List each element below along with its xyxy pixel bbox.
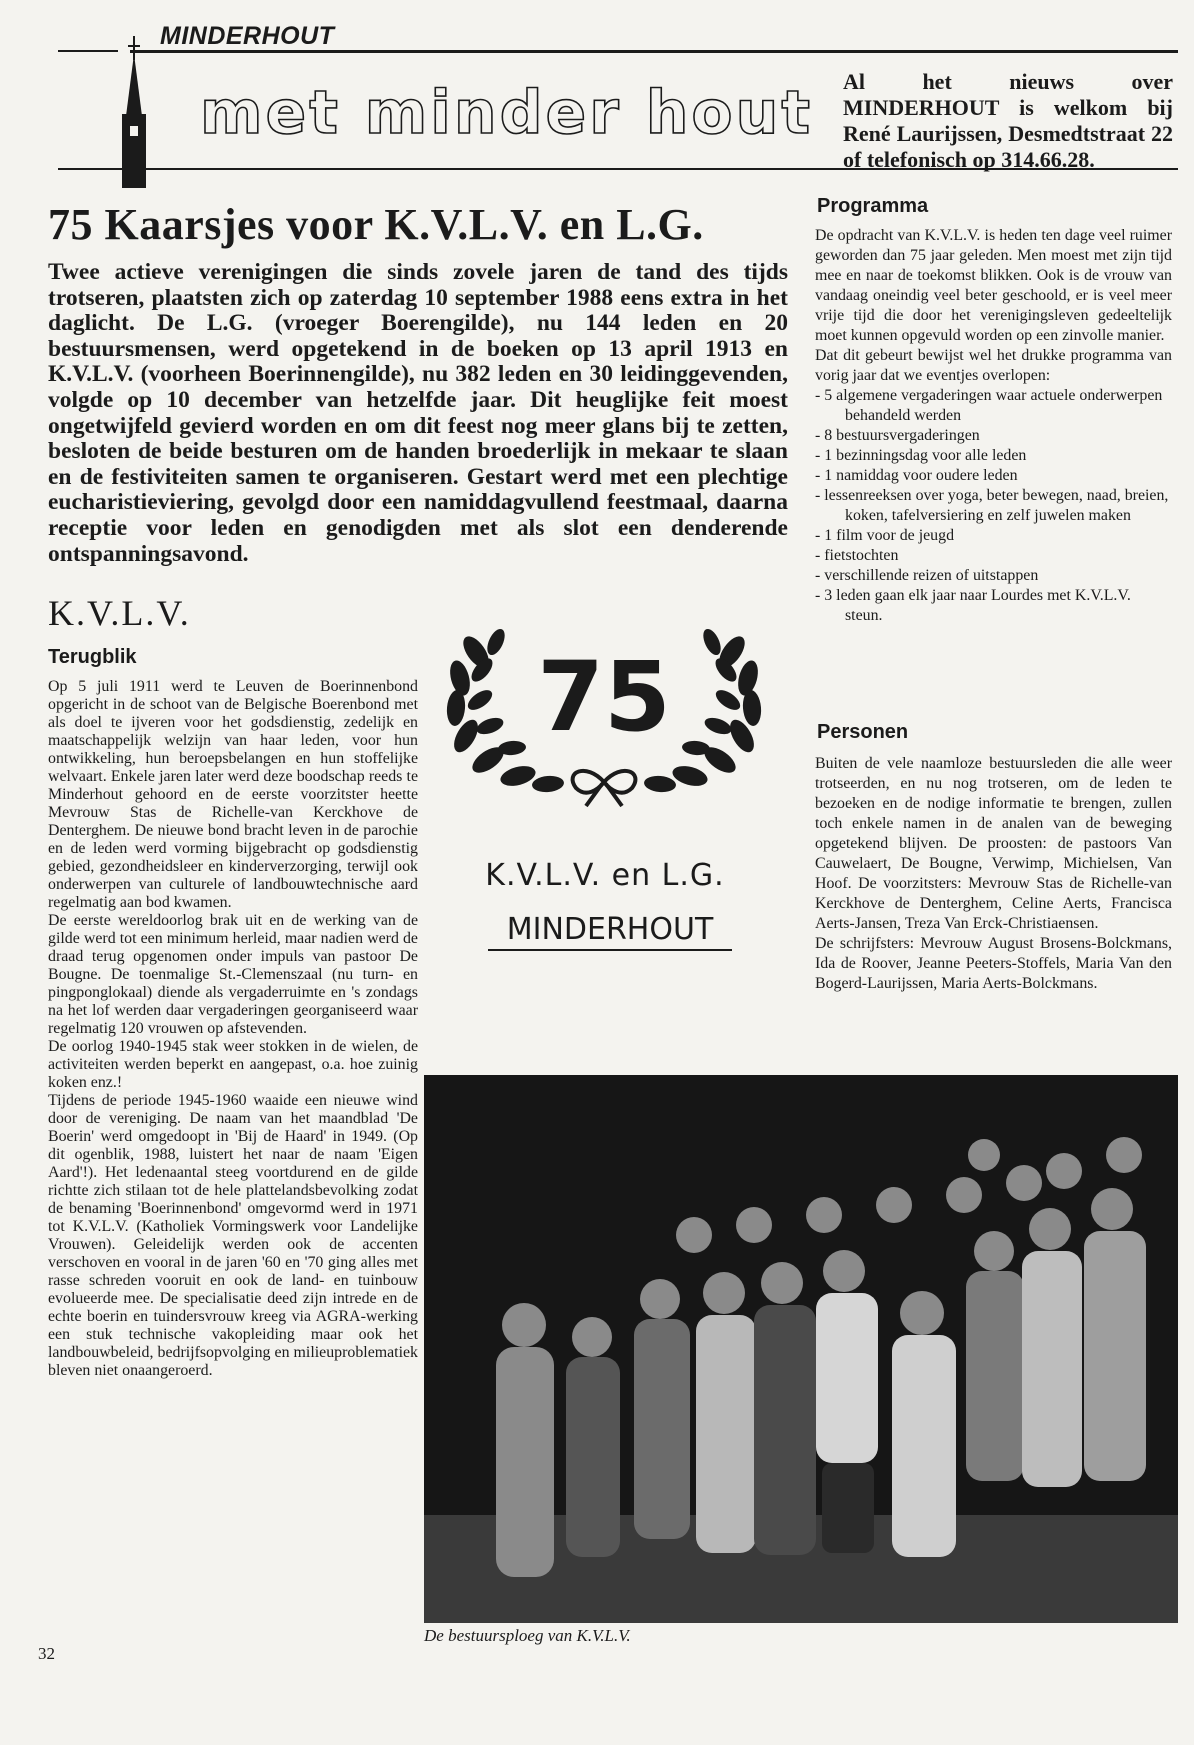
- terugblik-paragraph: Op 5 juli 1911 werd te Leuven de Boerinnenbond opgericht in de schoot van de Belgische Boerenbond met als doel te ijveren voor het godsdienstig, zedelijk en maatschappelijk welzijn van haar leden, voor hun ontwikkeling, hun beroepsbelangen en hun stoffelijke welvaart. Enkele jaren later werd deze boodschap reeds te Minderhout gehoord en de eerste voorzitster heette Mevrouw Stas de Richelle-van Kerckhove de Denterghem. De nieuwe bond bracht leven in de parochie en de leden werd vorming bijgebracht op godsdienstig gebied, gezondheidsleer en kinderverzorging, terwijl ook onderwerpen van culturele of landbouwtechnische aard regelmatig aan bod kwamen.: [48, 678, 418, 911]
- personen-paragraph: Buiten de vele naamloze bestuursleden die alle weer trotseerden, en nu nog trotseren, om de leden te bezoeken en de nodige informatie te brengen, zullen toch enkele namen in de analen van de beweging opgetekend blijven. De proosten: de pastoors Van Cauwelaert, De Bougne, Verwimp, Michielsen, Van Hoof. De voorzitsters: Mevrouw Stas de Richelle-van Kerckhove de Denterghem, Celine Aerts, Francisca Aerts-Jansen, Treza Van Erck-Christiaensen.: [815, 755, 1172, 932]
- terugblik-paragraph: Tijdens de periode 1945-1960 waaide een nieuwe wind door de vereniging. De naam van het maandblad 'De Boerin' werd omgedoopt in 'Bij de Haard' in 1949. (Op dit ogenblik, 1988, luistert het naar de naam 'Eigen Aard'!). Het ledenaantal steeg voortdurend en de gilde richtte zich stilaan tot de hele plattelandsbevolking zodat de benaming 'Boerinnenbond' omgevormd werd in 1971 tot K.V.L.V. (Katholiek Vormingswerk voor Landelijke Vrouwen). Geleidelijk werden ook de accenten verschoven en vooral in de jaren '60 en '70 ging alles met rasse schreden vooruit en ook de land- en tuinbouw evolueerde mee. De specialisatie deed zijn intrede en de echte boerin en tuindersvrouw kreeg via AGRA-werking een stuk technische vakopleiding maar ook het landbouwbeleid, bedrijfsopvolging en milieuproblematiek bleven niet onaangeroerd.: [48, 1092, 418, 1379]
- emblem-line2: MINDERHOUT: [488, 912, 732, 951]
- personen-title: Personen: [817, 721, 909, 743]
- masthead-title: met minder hout: [200, 78, 814, 148]
- photo-caption: De bestuursploeg van K.V.L.V.: [424, 1626, 631, 1645]
- page-number: 32: [38, 1644, 55, 1663]
- section-label: MINDERHOUT: [160, 22, 335, 50]
- contact-note: Al het nieuws over MINDERHOUT is welkom bij René Laurijssen, Desmedtstraat 22 of telefonisch op 314.66.28.: [843, 69, 1173, 172]
- programma-item: - 1 bezinningsdag voor alle leden: [815, 447, 1027, 464]
- group-photo: [424, 1075, 1178, 1623]
- article-headline: 75 Kaarsjes voor K.V.L.V. en L.G.: [48, 200, 704, 249]
- terugblik-paragraph: De oorlog 1940-1945 stak weer stokken in de wielen, de activiteiten werden beperkt en aangepast, o.a. hoe zuinig koken enz.!: [48, 1038, 418, 1091]
- church-spire-icon: [92, 36, 176, 188]
- programma-list: [815, 386, 1172, 626]
- emblem-line1: K.V.L.V. en L.G.: [485, 858, 725, 893]
- programma-item: - 3 leden gaan elk jaar naar Lourdes met K.V.L.V. steun.: [815, 587, 1131, 624]
- programma-item: - lessenreeksen over yoga, beter bewegen, naad, breien, koken, tafelversiering en zelf juwelen maken: [815, 487, 1169, 524]
- programma-body: [815, 226, 1172, 626]
- personen-paragraph: De schrijfsters: Mevrouw August Brosens-Bolckmans, Ida de Roover, Jeanne Peeters-Stoffels, Maria Van den Bogerd-Laurijssen, Maria Aerts-Bolckmans.: [815, 935, 1172, 992]
- programma-item: - 1 film voor de jeugd: [815, 527, 955, 544]
- terugblik-title: Terugblik: [48, 646, 137, 668]
- kvlv-section-title: K.V.L.V.: [48, 593, 191, 633]
- programma-item: - 5 algemene vergaderingen waar actuele onderwerpen behandeld werden: [815, 387, 1163, 424]
- emblem-number: 75: [537, 641, 671, 753]
- programma-item: - 1 namiddag voor oudere leden: [815, 467, 1018, 484]
- personen-body: [815, 754, 1172, 994]
- group-photo-illustration: [424, 1075, 1178, 1623]
- programma-item: - verschillende reizen of uitstappen: [815, 567, 1039, 584]
- ribbon-bow-icon: [573, 771, 636, 806]
- programma-item: - 8 bestuursvergaderingen: [815, 427, 980, 444]
- article-lead: Twee actieve verenigingen die sinds zovele jaren de tand des tijds trotseren, plaatsten zich op zaterdag 10 september 1988 eens extra in het daglicht. De L.G. (vroeger Boerengilde), nu 144 leden en 20 bestuursmensen, werd opgetekend in de boeken op 13 april 1913 en K.V.L.V. (voorheen Boerinnengilde), nu 382 leden en 30 leidinggevenden, volgde op 10 december van hetzelfde jaar. Dit heuglijke feit moest ongetwijfeld gevierd worden en om dit feest nog meer glans bij te zetten, besloten de beide besturen om de handen broederlijk in mekaar te slaan en de festiviteiten samen te organiseren. Gestart werd met een plechtige eucharistieviering, gevolgd door een namiddagvullend feestmaal, daarna receptie voor leden en genodigden met als slot een denderende ontspanningsavond.: [48, 259, 788, 567]
- programma-intro: De opdracht van K.V.L.V. is heden ten dage veel ruimer geworden dan 75 jaar geleden. Men moest met zijn tijd mee en naar de toekomst blikken. Ook is de vrouw van vandaag oneindig veel beter geschoold, er is veel meer vrije tijd die door het verenigingsleven gedeeltelijk moet kunnen opgevuld worden op een zinvolle manier.: [815, 227, 1172, 344]
- terugblik-paragraph: De eerste wereldoorlog brak uit en de werking van de gilde werd tot een minimum herleid, maar nadien werd de draad terug opgenomen onder impuls van pastoor De Bougne. De toenmalige St.-Clemenszaal (nu turn- en pingponglokaal) diende als vergaderruimte en 's zondags na het lof werden daar vergaderingen georganiseerd waar regelmatig 120 vrouwen op afstevenden.: [48, 912, 418, 1037]
- programma-item: - fietstochten: [815, 547, 899, 564]
- header-rule-top: [130, 50, 1178, 53]
- terugblik-body: [48, 678, 418, 1380]
- laurel-wreath-emblem: [436, 612, 772, 808]
- programma-title: Programma: [817, 195, 929, 217]
- programma-intro2: Dat dit gebeurt bewijst wel het drukke programma van vorig jaar dat we eventjes overlopen:: [815, 347, 1172, 384]
